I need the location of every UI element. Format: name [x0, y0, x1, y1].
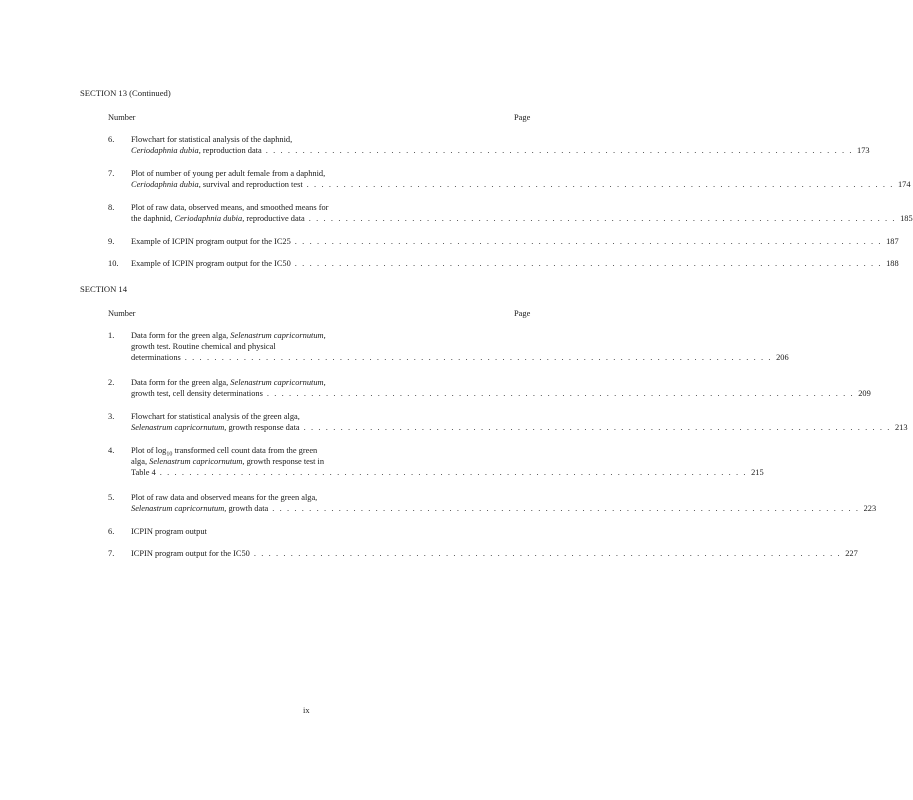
- leader-dots: . . . . . . . . . . . . . . . . . . . . . . . . . . . . . . . . . . . . . . . . . . . . . . . . . . . . . . . . . . . . . . . . . . . . . . . . . . . . . . . .: [306, 180, 894, 189]
- entry-number: 8.: [108, 203, 115, 212]
- entry-title: ICPIN program output for the IC50: [131, 549, 250, 558]
- leader-dots: . . . . . . . . . . . . . . . . . . . . . . . . . . . . . . . . . . . . . . . . . . . . . . . . . . . . . . . . . . . . . . . . . . . . . . . . . . . . . . . .: [294, 237, 883, 246]
- entry-title-last-line: [131, 388, 871, 399]
- entry-title-last-line: [131, 352, 789, 363]
- column-header-number: Number: [108, 309, 136, 318]
- entry-title-last-line: [131, 422, 908, 433]
- section-heading: SECTION 14: [80, 284, 128, 294]
- entry-page-number: 188: [886, 259, 899, 268]
- column-header-page: Page: [514, 113, 531, 122]
- entry-title-line: Plot of $\log_{10}$ transformed cell count data from the green: [131, 446, 318, 458]
- entry-number: 6.: [108, 527, 115, 536]
- entry-title-last-line: [131, 236, 899, 247]
- entry-title-line: alga, Selenastrum capricornutum, growth response test in: [131, 457, 325, 466]
- entry-title-line: Data form for the green alga, Selenastrum capricornutum,: [131, 378, 326, 387]
- entry-number: 5.: [108, 493, 115, 502]
- entry-title-line: Plot of raw data, observed means, and smoothed means for: [131, 203, 329, 212]
- entry-number: 2.: [108, 378, 115, 387]
- entry-title-last-line: [131, 179, 911, 190]
- entry-page-number: 185: [900, 214, 913, 223]
- column-header-page: Page: [514, 309, 531, 318]
- column-header-number: Number: [108, 113, 136, 122]
- entry-page-number: 206: [776, 353, 789, 362]
- entry-number: 3.: [108, 412, 115, 421]
- entry-number: 9.: [108, 237, 115, 246]
- entry-number: 7.: [108, 169, 115, 178]
- leader-dots: . . . . . . . . . . . . . . . . . . . . . . . . . . . . . . . . . . . . . . . . . . . . . . . . . . . . . . . . . . . . . . . . . . . . . . . . . . . . . . . .: [184, 353, 773, 362]
- leader-dots: . . . . . . . . . . . . . . . . . . . . . . . . . . . . . . . . . . . . . . . . . . . . . . . . . . . . . . . . . . . . . . . . . . . . . . . . . . . . . . . .: [303, 423, 891, 432]
- entry-title: Ceriodaphnia dubia, reproduction data: [131, 146, 262, 155]
- entry-page-number: 223: [863, 504, 877, 513]
- entry-title-last-line: [131, 213, 913, 224]
- entry-title-last-line: [131, 548, 858, 559]
- entry-page-number: 174: [897, 180, 911, 189]
- entry-title: determinations: [131, 353, 181, 362]
- entry-page-number: 187: [886, 237, 899, 246]
- leader-dots: . . . . . . . . . . . . . . . . . . . . . . . . . . . . . . . . . . . . . . . . . . . . . . . . . . . . . . . . . . . . . . . . . . . . . . . . . . . . . . . .: [272, 504, 860, 513]
- entry-title: Example of ICPIN program output for the IC25: [131, 237, 291, 246]
- entry-page-number: 173: [857, 146, 870, 155]
- entry-title-last-line: [131, 258, 899, 269]
- entry-page-number: 209: [858, 389, 871, 398]
- entry-title: growth test, cell density determinations: [131, 389, 263, 398]
- entry-title-line: Data form for the green alga, Selenastrum capricornutum,: [131, 331, 326, 340]
- entry-title-last-line: [131, 467, 764, 478]
- entry-title: Example of ICPIN program output for the IC50: [131, 259, 291, 268]
- entry-title: the daphnid, Ceriodaphnia dubia, reproductive data: [131, 214, 305, 223]
- entry-title: ICPIN program output: [131, 527, 207, 536]
- leader-dots: . . . . . . . . . . . . . . . . . . . . . . . . . . . . . . . . . . . . . . . . . . . . . . . . . . . . . . . . . . . . . . . . . . . . . . . . . . . . . . . .: [294, 259, 883, 268]
- entry-title: Selenastrum capricornutum, growth response data: [131, 423, 300, 432]
- page-number: ix: [303, 706, 310, 715]
- leader-dots: . . . . . . . . . . . . . . . . . . . . . . . . . . . . . . . . . . . . . . . . . . . . . . . . . . . . . . . . . . . . . . . . . . . . . . . . . . . . . . . .: [265, 146, 854, 155]
- entry-title-line: Plot of raw data and observed means for the green alga,: [131, 493, 318, 502]
- section-heading: SECTION 13 (Continued): [80, 88, 171, 98]
- leader-dots: . . . . . . . . . . . . . . . . . . . . . . . . . . . . . . . . . . . . . . . . . . . . . . . . . . . . . . . . . . . . . . . . . . . . . . . . . . . . . . . .: [266, 389, 855, 398]
- entry-title-line: Flowchart for statistical analysis of the green alga,: [131, 412, 300, 421]
- entry-page-number: 213: [894, 423, 908, 432]
- entry-title: Ceriodaphnia dubia, survival and reproduction test: [131, 180, 303, 189]
- entry-title-line: Plot of number of young per adult female from a daphnid,: [131, 169, 326, 178]
- entry-title-last-line: [131, 503, 877, 514]
- entry-number: 10.: [108, 259, 119, 268]
- leader-dots: . . . . . . . . . . . . . . . . . . . . . . . . . . . . . . . . . . . . . . . . . . . . . . . . . . . . . . . . . . . . . . . . . . . . . . . . . . . . . . . .: [308, 214, 897, 223]
- leader-dots: . . . . . . . . . . . . . . . . . . . . . . . . . . . . . . . . . . . . . . . . . . . . . . . . . . . . . . . . . . . . . . . . . . . . . . . . . . . . . . . .: [159, 468, 748, 477]
- leader-dots: . . . . . . . . . . . . . . . . . . . . . . . . . . . . . . . . . . . . . . . . . . . . . . . . . . . . . . . . . . . . . . . . . . . . . . . . . . . . . . . .: [253, 549, 842, 558]
- entry-title-last-line: [131, 145, 870, 156]
- entry-title: Selenastrum capricornutum, growth data: [131, 504, 269, 513]
- entry-number: 6.: [108, 135, 115, 144]
- entry-title-line: growth test. Routine chemical and physical: [131, 342, 276, 351]
- entry-page-number: 227: [845, 549, 858, 558]
- entry-number: 4.: [108, 446, 115, 455]
- entry-title-last-line: [131, 526, 533, 537]
- entry-page-number: 215: [751, 468, 764, 477]
- entry-number: 7.: [108, 549, 115, 558]
- entry-title-line: Flowchart for statistical analysis of the daphnid,: [131, 135, 293, 144]
- entry-number: 1.: [108, 331, 115, 340]
- entry-title: Table 4: [131, 468, 156, 477]
